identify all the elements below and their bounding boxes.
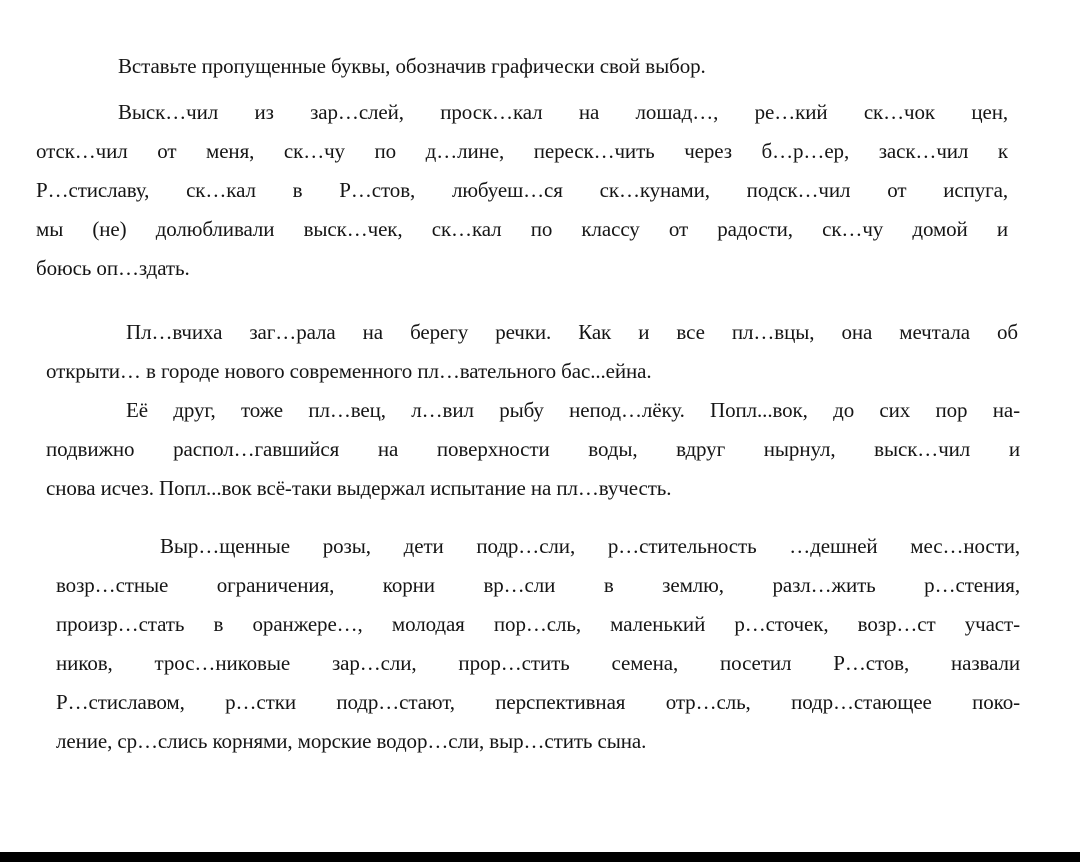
block1-line-3: Р…стиславу, ск…кал в Р…стов, любуеш…ся ск…кунами, подск…чил от испуга, [36, 178, 1008, 202]
block1-line-2: отск…чил от меня, ск…чу по д…лине, переск…чить через б…р…ер, заск…чил к [36, 139, 1008, 163]
block2-line-1: Пл…вчиха заг…рала на берегу речки. Как и все пл…вцы, она мечтала об [126, 320, 1018, 344]
block3-line-1: Выр…щенные розы, дети подр…сли, р…стительность …дешней мес…ности, [160, 534, 1020, 558]
block1-line-4: мы (не) долюбливали выск…чек, ск…кал по классу от радости, ск…чу домой и [36, 217, 1008, 241]
block1-line-1: Выск…чил из зар…слей, проск…кал на лошад…, ре…кий ск…чок цен, [118, 100, 1008, 124]
block2-line-4: подвижно распол…гавшийся на поверхности воды, вдруг нырнул, выск…чил и [46, 437, 1020, 461]
block3-line-5: Р…стиславом, р…стки подр…стают, перспективная отр…сль, подр…стающее поко- [56, 690, 1020, 714]
block3-line-4: ников, трос…никовые зар…сли, прор…стить семена, посетил Р…стов, назвали [56, 651, 1020, 675]
block2-line-5: снова исчез. Попл...вок всё-таки выдержал испытание на пл…вучесть. [46, 476, 672, 500]
block1-line-5: боюсь оп…здать. [36, 256, 190, 280]
block2-line-3: Её друг, тоже пл…вец, л…вил рыбу непод…лёку. Попл...вок, до сих пор на- [126, 398, 1020, 422]
instruction-text: Вставьте пропущенные буквы, обозначив графически свой выбор. [118, 54, 706, 78]
block3-line-3: произр…стать в оранжере…, молодая пор…сль, маленький р…сточек, возр…ст участ- [56, 612, 1020, 636]
block3-line-2: возр…стные ограничения, корни вр…сли в землю, разл…жить р…стения, [56, 573, 1020, 597]
bottom-edge-bar [0, 852, 1080, 862]
block3-line-6: ление, ср…слись корнями, морские водор…сли, выр…стить сына. [56, 729, 647, 753]
block2-line-2: открыти… в городе нового современного пл…вательного бас...ейна. [46, 359, 652, 383]
